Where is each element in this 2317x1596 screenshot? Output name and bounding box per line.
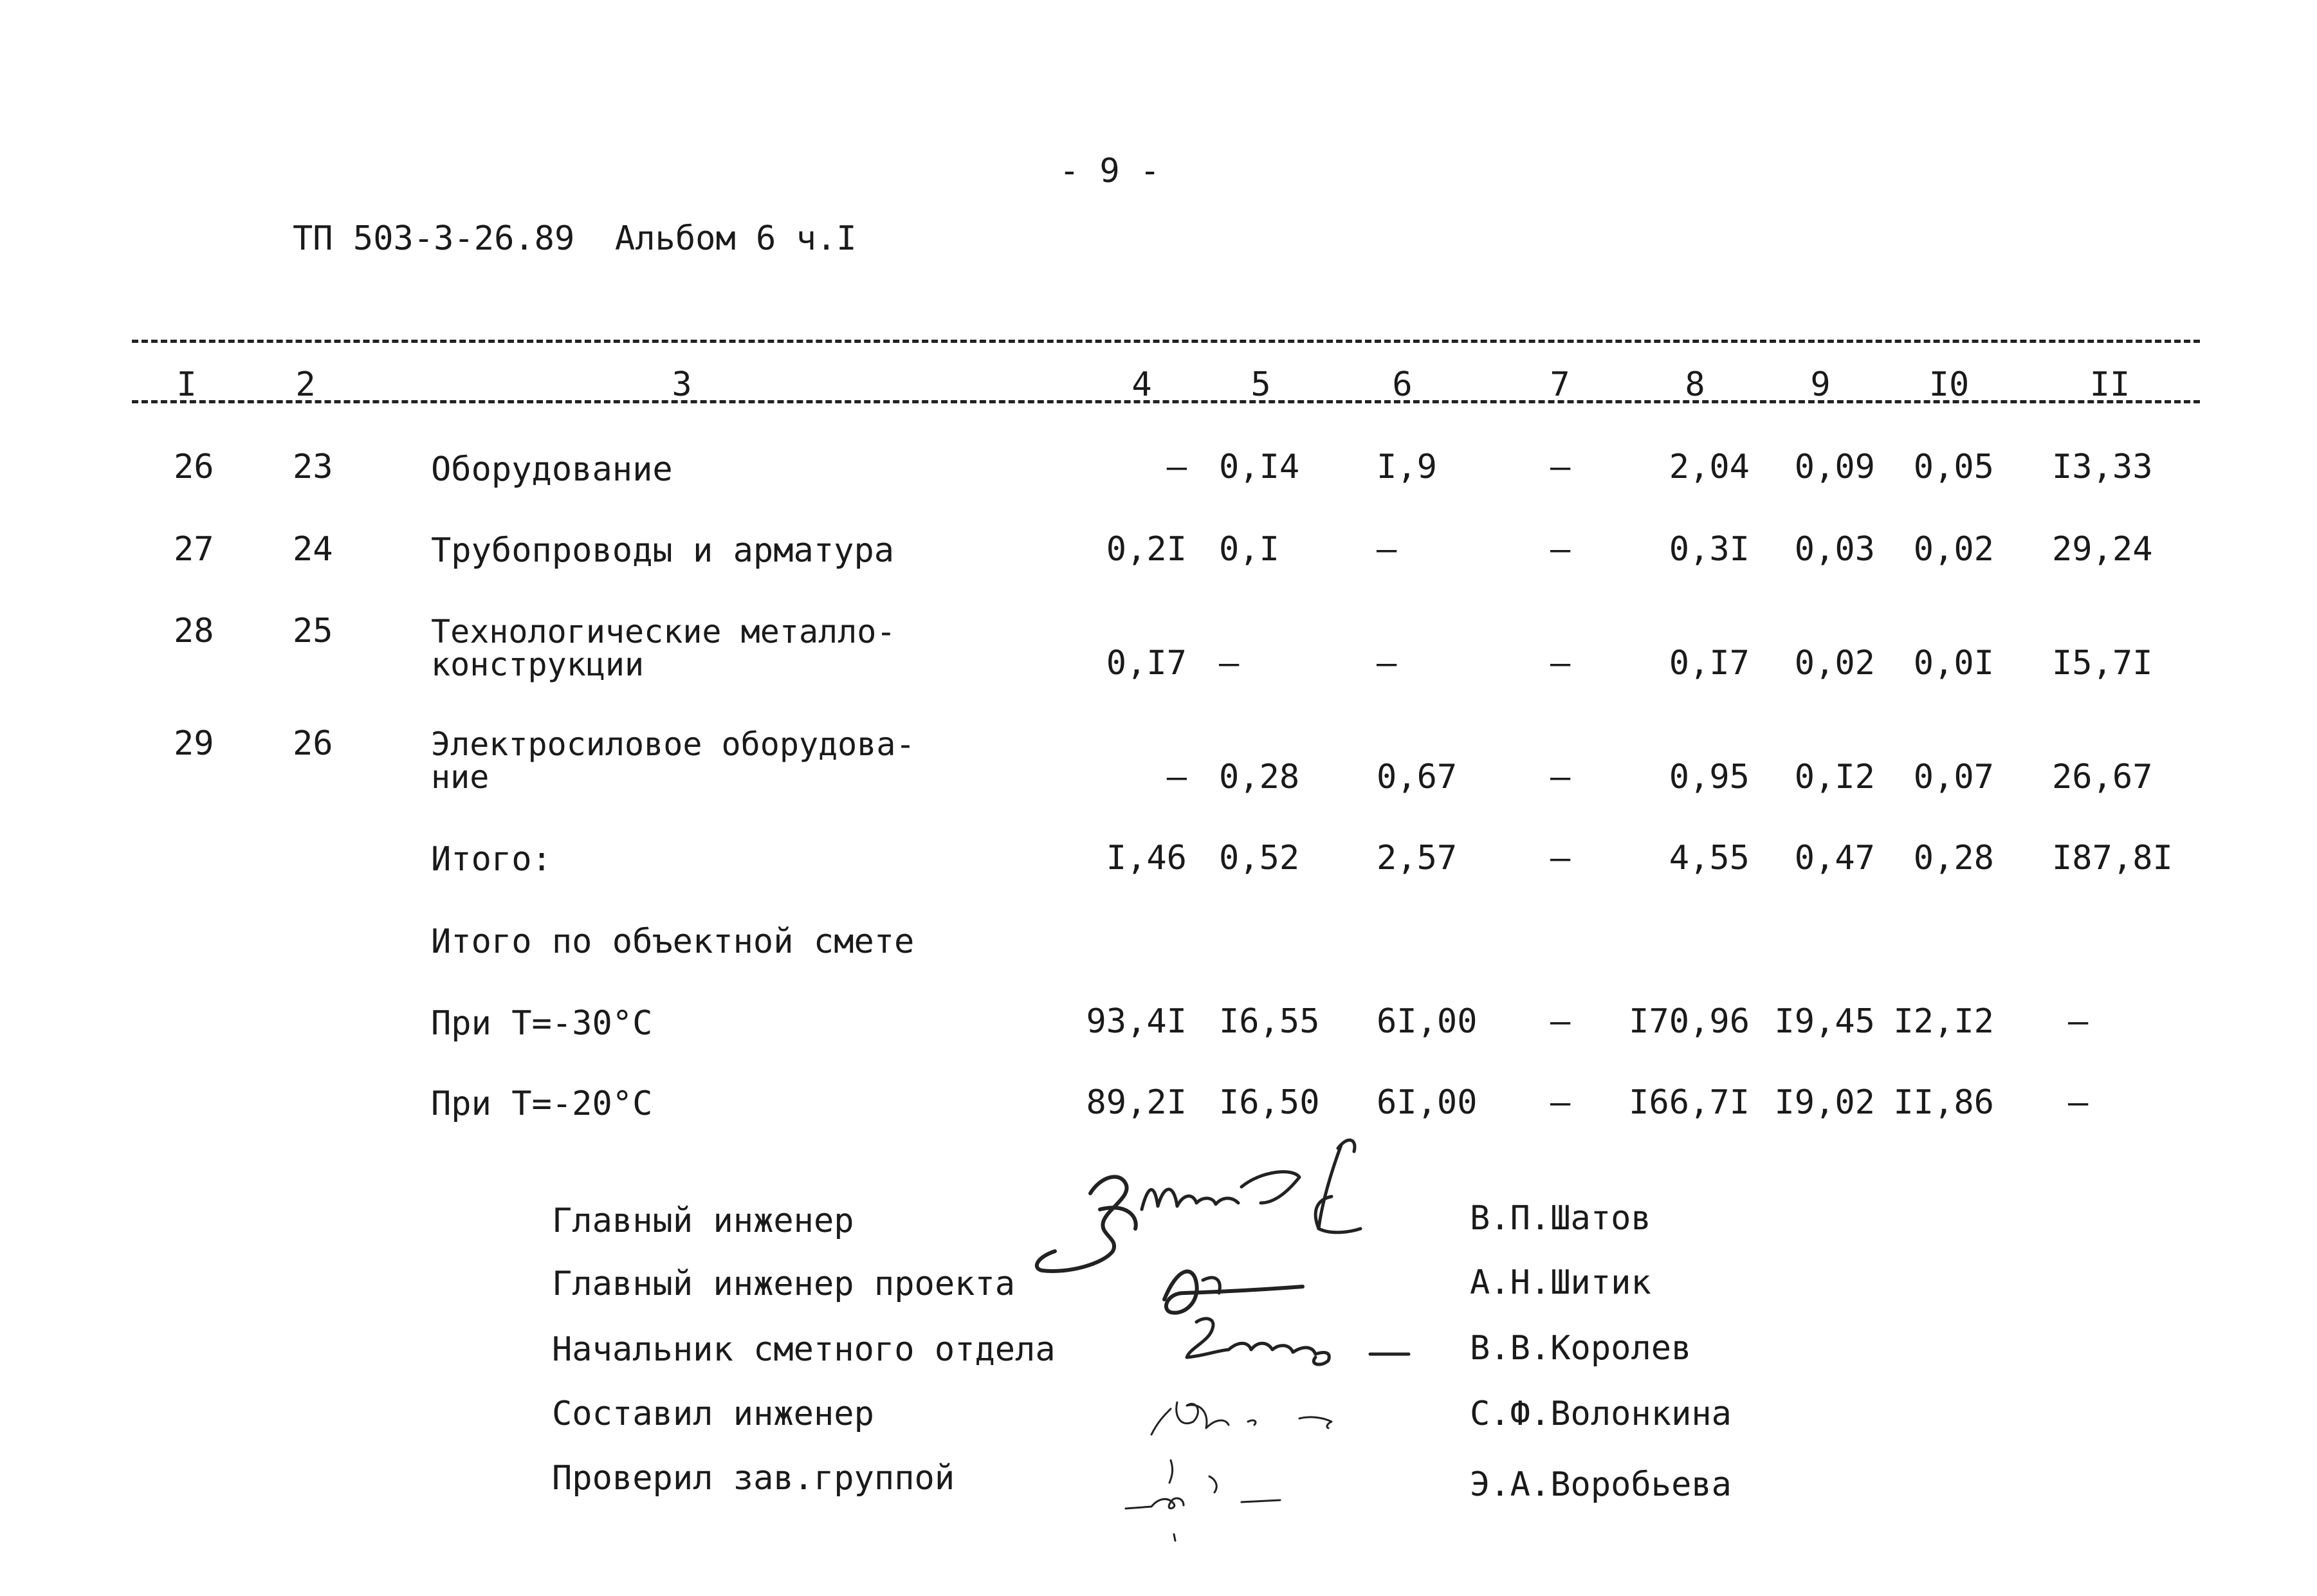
signatory-name: В.В.Королев — [1470, 1329, 1692, 1368]
header-top-rule — [132, 340, 2200, 343]
cell-col11: – — [2068, 1083, 2089, 1122]
row-number: 29 — [174, 724, 214, 763]
handwritten-signature — [1139, 1383, 1383, 1447]
handwritten-signature — [1113, 1447, 1306, 1544]
column-header: 5 — [1250, 365, 1271, 404]
cell-col4: 0,2I — [1106, 530, 1187, 569]
column-header: 8 — [1685, 365, 1705, 404]
cell-col8: 4,55 — [1669, 839, 1750, 877]
cell-col10: 0,02 — [1913, 530, 1994, 569]
cell-col6: 0,67 — [1377, 758, 1458, 796]
cell-col11: – — [2068, 1002, 2089, 1041]
cell-col5: I6,50 — [1219, 1083, 1320, 1122]
cell-col8: 2,04 — [1669, 448, 1750, 486]
cell-col10: 0,07 — [1913, 758, 1994, 796]
signatory-role: Главный инженер — [552, 1202, 854, 1240]
page-number: - 9 - — [1059, 152, 1160, 190]
cell-col7: – — [1550, 644, 1571, 683]
cell-col5: 0,28 — [1219, 758, 1300, 796]
signatory-role: Составил инженер — [552, 1395, 874, 1433]
cell-col10: 0,05 — [1913, 448, 1994, 486]
cell-col9: 0,03 — [1794, 530, 1875, 569]
cell-col4: I,46 — [1106, 839, 1187, 877]
row-name: Итого по объектной смете — [431, 922, 915, 961]
cell-col6: I,9 — [1377, 448, 1437, 486]
cell-col4: 0,I7 — [1106, 644, 1187, 683]
cell-col4: – — [1166, 448, 1187, 486]
row-name: Трубопроводы и арматура — [431, 531, 895, 570]
item-number: 24 — [293, 530, 333, 569]
cell-col6: – — [1377, 644, 1397, 683]
cell-col6: – — [1377, 530, 1397, 569]
cell-col9: 0,09 — [1794, 448, 1875, 486]
signatory-role: Главный инженер проекта — [552, 1265, 1016, 1303]
cell-col11: 29,24 — [2052, 530, 2153, 569]
row-name: При Т=-20°С — [431, 1085, 653, 1123]
cell-col8: 0,3I — [1669, 530, 1750, 569]
column-header: 2 — [295, 365, 316, 404]
row-number: 28 — [174, 612, 214, 650]
cell-col10: I2,I2 — [1893, 1002, 1994, 1041]
row-name: Оборудование — [431, 450, 673, 489]
item-number: 25 — [293, 612, 333, 650]
signatory-role: Начальник сметного отдела — [552, 1330, 1056, 1369]
column-header: 4 — [1131, 365, 1152, 404]
cell-col11: I5,7I — [2052, 644, 2153, 683]
cell-col6: 2,57 — [1377, 839, 1458, 877]
cell-col6: 6I,00 — [1377, 1002, 1478, 1041]
cell-col11: 26,67 — [2052, 758, 2153, 796]
signatory-name: Э.А.Воробьева — [1470, 1465, 1732, 1504]
handwritten-signature — [1177, 1306, 1422, 1377]
cell-col7: – — [1550, 1083, 1571, 1122]
cell-col11: I87,8I — [2052, 839, 2173, 877]
signatory-name: С.Ф.Волонкина — [1470, 1395, 1732, 1433]
cell-col10: 0,0I — [1913, 644, 1994, 683]
signatory-name: В.П.Шатов — [1470, 1199, 1651, 1238]
signatory-role: Проверил зав.группой — [552, 1459, 955, 1498]
cell-col9: 0,I2 — [1794, 758, 1875, 796]
row-name: При Т=-30°С — [431, 1004, 653, 1043]
cell-col8: I66,7I — [1629, 1083, 1750, 1122]
cell-col10: II,86 — [1893, 1083, 1994, 1122]
cell-col9: 0,02 — [1794, 644, 1875, 683]
cell-col4: 93,4I — [1086, 1002, 1187, 1041]
cell-col11: I3,33 — [2052, 448, 2153, 486]
cell-col4: – — [1166, 758, 1187, 796]
row-name: Итого: — [431, 840, 552, 879]
cell-col5: 0,I4 — [1219, 448, 1300, 486]
column-header: 7 — [1550, 365, 1570, 404]
cell-col7: – — [1550, 448, 1571, 486]
item-number: 23 — [293, 448, 333, 486]
column-header: 9 — [1810, 365, 1831, 404]
cell-col9: 0,47 — [1794, 839, 1875, 877]
cell-col8: 0,95 — [1669, 758, 1750, 796]
row-name: Технологические металло- конструкции — [431, 613, 896, 683]
column-header: I0 — [1928, 365, 1970, 404]
cell-col7: – — [1550, 758, 1571, 796]
cell-col5: I6,55 — [1219, 1002, 1320, 1041]
column-header: I — [176, 365, 197, 404]
row-number: 26 — [174, 448, 214, 486]
column-header: 6 — [1392, 365, 1413, 404]
cell-col5: – — [1219, 644, 1240, 683]
cell-col9: I9,02 — [1774, 1083, 1875, 1122]
cell-col7: – — [1550, 530, 1571, 569]
cell-col8: 0,I7 — [1669, 644, 1750, 683]
item-number: 26 — [293, 724, 333, 763]
cell-col4: 89,2I — [1086, 1083, 1187, 1122]
cell-col5: 0,52 — [1219, 839, 1300, 877]
row-number: 27 — [174, 530, 214, 569]
cell-col8: I70,96 — [1629, 1002, 1750, 1041]
row-name: Электросиловое оборудова- ние — [431, 726, 915, 796]
document-header: ТП 503-3-26.89 Альбом 6 ч.I — [293, 219, 857, 258]
cell-col6: 6I,00 — [1377, 1083, 1478, 1122]
cell-col7: – — [1550, 1002, 1571, 1041]
signatory-name: А.Н.Шитик — [1470, 1263, 1651, 1302]
cell-col10: 0,28 — [1913, 839, 1994, 877]
cell-col9: I9,45 — [1774, 1002, 1875, 1041]
column-header: 3 — [672, 365, 692, 404]
column-header: II — [2089, 365, 2130, 404]
header-bottom-rule — [132, 400, 2200, 403]
cell-col7: – — [1550, 839, 1571, 877]
cell-col5: 0,I — [1219, 530, 1279, 569]
